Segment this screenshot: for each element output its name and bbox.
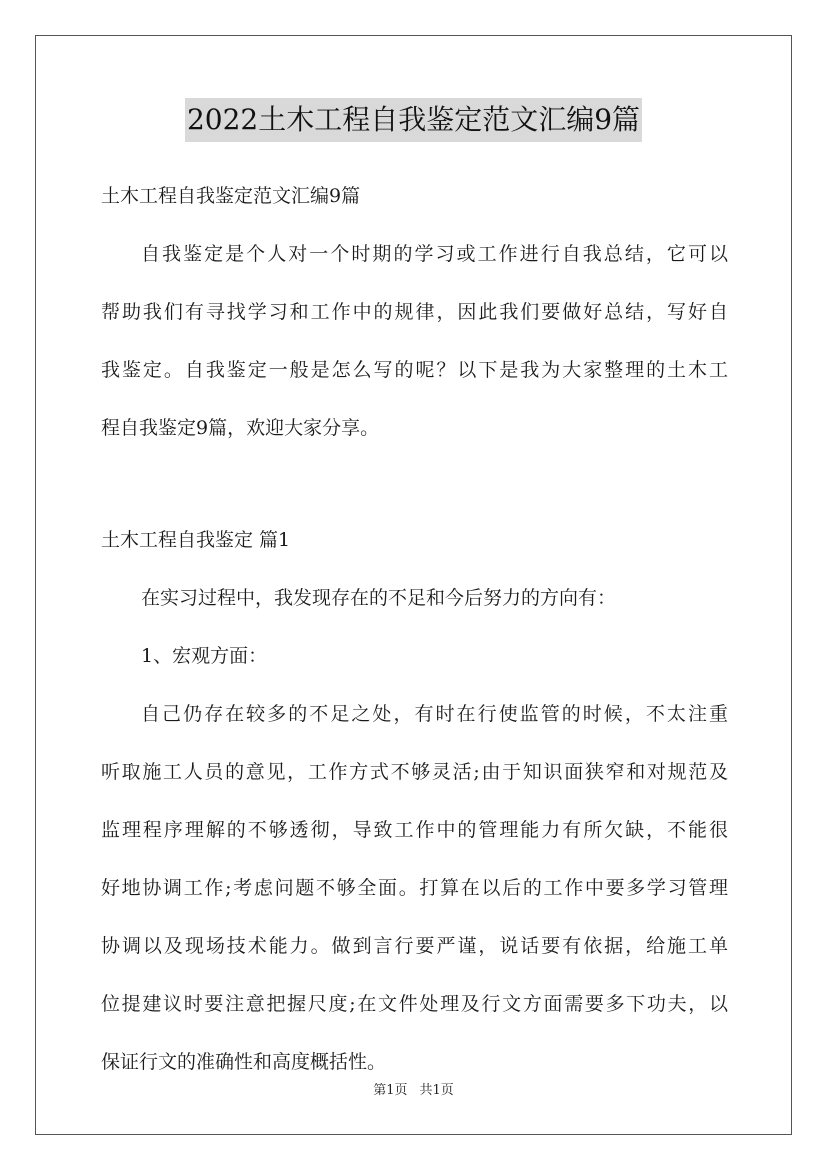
intro-line-4: 程自我鉴定9篇，欢迎大家分享。 xyxy=(101,417,380,439)
spacer xyxy=(101,732,728,754)
body-line-7: 保证行文的准确性和高度概括性。 xyxy=(101,1051,387,1073)
body-line-2: 听取施工人员的意见，工作方式不够灵活;由于知识面狭窄和对规范及 xyxy=(101,761,728,783)
page-footer xyxy=(0,1082,827,1100)
spacer xyxy=(101,790,728,812)
document-body xyxy=(101,178,728,1080)
section-heading: 土木工程自我鉴定 篇1 xyxy=(101,529,291,551)
document-title: 2022土木工程自我鉴定范文汇编9篇 xyxy=(185,98,642,142)
body-line-4: 好地协调工作;考虑问题不够全面。打算在以后的工作中要多学习管理 xyxy=(101,877,728,899)
spacer xyxy=(101,214,728,236)
body-line-1: 自己仍存在较多的不足之处，有时在行使监管的时候，不太注重 xyxy=(141,703,728,725)
title-container xyxy=(0,98,827,142)
spacer xyxy=(101,388,728,410)
spacer xyxy=(101,906,728,928)
spacer xyxy=(101,964,728,986)
section-lead: 在实习过程中，我发现存在的不足和今后努力的方向有： xyxy=(141,587,617,609)
body-line-5: 协调以及现场技术能力。做到言行要严谨，说话要有依据，给施工单 xyxy=(101,935,728,957)
spacer xyxy=(101,848,728,870)
spacer xyxy=(101,674,728,696)
section-item: 1、宏观方面： xyxy=(141,645,268,667)
spacer xyxy=(101,330,728,352)
body-line-6: 位提建议时要注意把握尺度;在文件处理及行文方面需要多下功夫，以 xyxy=(101,993,728,1015)
page-number: 第1页 xyxy=(373,1083,408,1098)
body-line-3: 监理程序理解的不够透彻，导致工作中的管理能力有所欠缺，不能很 xyxy=(101,819,728,841)
spacer xyxy=(101,272,728,294)
spacer xyxy=(101,616,728,638)
spacer xyxy=(101,446,728,522)
spacer xyxy=(101,1022,728,1044)
intro-line-2: 帮助我们有寻找学习和工作中的规律，因此我们要做好总结，写好自 xyxy=(101,301,728,323)
page-total: 共1页 xyxy=(419,1083,454,1098)
subtitle: 土木工程自我鉴定范文汇编9篇 xyxy=(101,185,361,207)
intro-line-1: 自我鉴定是个人对一个时期的学习或工作进行自我总结，它可以 xyxy=(141,243,728,265)
intro-line-3: 我鉴定。自我鉴定一般是怎么写的呢？以下是我为大家整理的土木工 xyxy=(101,359,728,381)
spacer xyxy=(101,558,728,580)
